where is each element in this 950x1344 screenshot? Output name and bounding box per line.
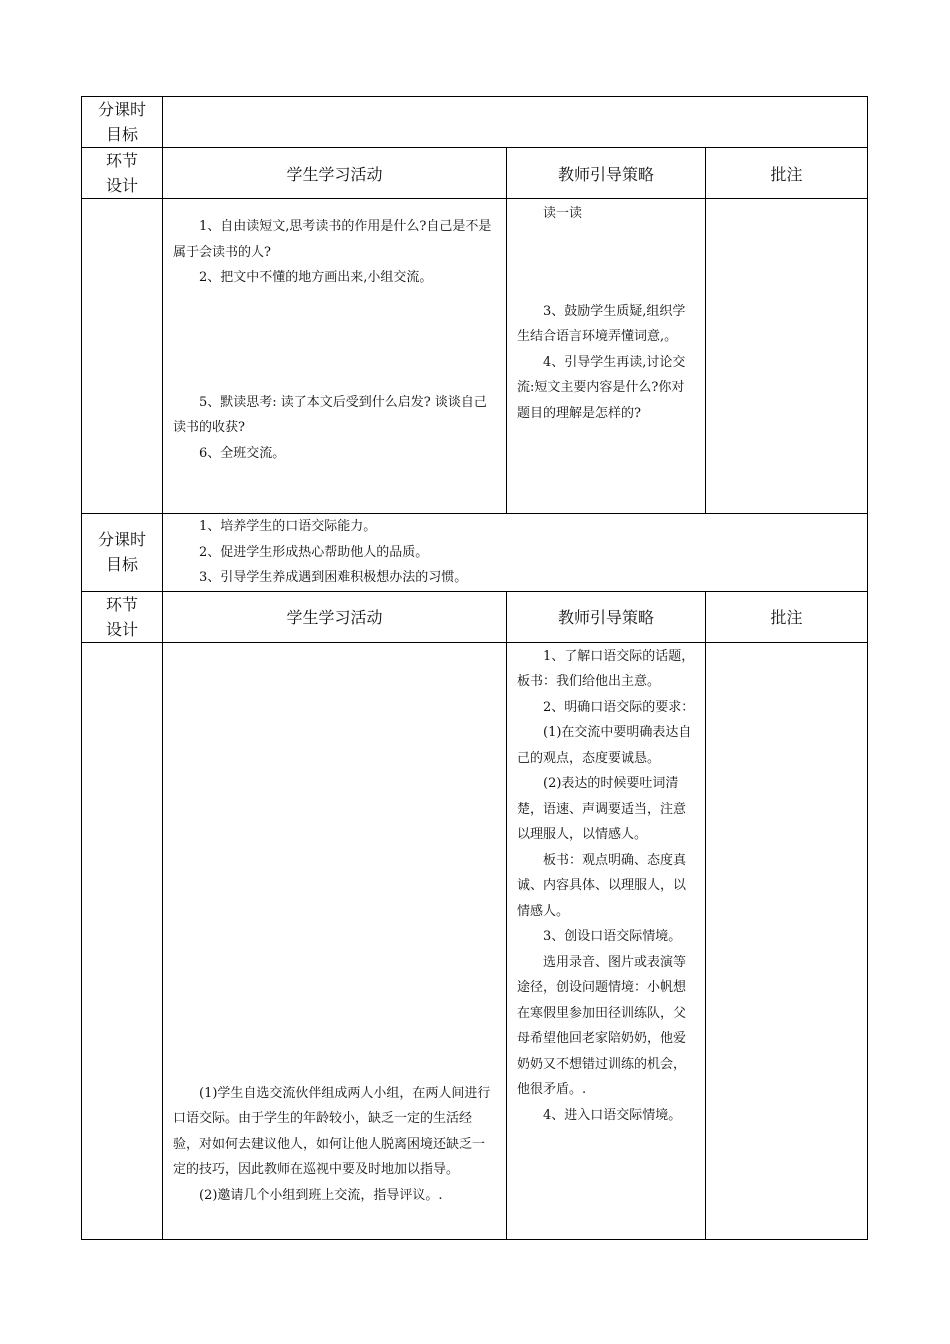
student-item: (1)学生自选交流伙伴组成两人小组，在两人间进行口语交际。由于学生的年龄较小，缺乏一定的生活经验，对如何去建议他人，如何让他人脱离困境还缺乏一定的技巧，因此教师在巡视中要及时地加以指导。 [173, 1085, 491, 1177]
teacher-item: 4、进入口语交际情境。 [543, 1107, 682, 1123]
teacher-item: 板书：观点明确、态度真诚、内容具体、以理服人，以情感人。 [517, 852, 687, 919]
goal-row-1 [82, 97, 868, 148]
notes-cell-1 [706, 199, 868, 514]
teacher-item: 2、明确口语交际的要求： [543, 699, 695, 715]
design-label-2: 环节 设计 [82, 591, 163, 642]
lesson-plan-table [81, 96, 868, 1240]
header-row-2 [82, 591, 868, 642]
teacher-strategies-1 [507, 199, 706, 514]
teacher-item: 选用录音、图片或表演等途径，创设问题情境：小帆想在寒假里参加田径训练队，父母希望他回老家陪奶奶，他爱奶奶又不想错过训练的机会，他很矛盾。. [517, 954, 687, 1097]
teacher-strategies-2 [507, 642, 706, 1239]
student-item: 6、全班交流。 [199, 445, 286, 461]
design-empty-cell-2 [82, 642, 163, 1239]
student-item: (2)邀请几个小组到班上交流，指导评议。. [199, 1187, 443, 1203]
teacher-strategy-header: 教师引导策略 [507, 591, 706, 642]
notes-header: 批注 [706, 591, 868, 642]
goal-label-1: 分课时 目标 [82, 97, 163, 148]
teacher-item: (2)表达的时候要吐词清楚，语速、声调要适当，注意以理服人，以情感人。 [517, 776, 687, 842]
goal-item: 2、促进学生形成热心帮助他人的品质。 [199, 544, 429, 560]
student-item: 2、把文中不懂的地方画出来,小组交流。 [199, 270, 433, 285]
content-row-1 [82, 199, 868, 514]
teacher-item: 1、了解口语交际的话题，板书：我们给他出主意。 [517, 648, 695, 689]
teacher-item: 3、创设口语交际情境。 [543, 929, 682, 944]
student-activities-1 [163, 199, 507, 514]
goal-row-2 [82, 514, 868, 592]
header-row-1 [82, 148, 868, 199]
notes-cell-2 [706, 642, 868, 1239]
student-activities-2 [163, 642, 507, 1239]
design-label-1: 环节 设计 [82, 148, 163, 199]
content-row-2 [82, 642, 868, 1239]
student-activity-header: 学生学习活动 [163, 148, 507, 199]
goal-label-2: 分课时 目标 [82, 514, 163, 592]
teacher-item: 读一读 [543, 206, 583, 221]
student-item: 1、自由读短文,思考读书的作用是什么?自己是不是属于会读书的人? [173, 219, 492, 260]
teacher-item: (1)在交流中要明确表达自己的观点，态度要诚恳。 [517, 725, 692, 766]
design-empty-cell-1 [82, 199, 163, 514]
goal-item: 1、培养学生的口语交际能力。 [199, 519, 377, 534]
goal-item: 3、引导学生养成遇到困难积极想办法的习惯。 [199, 570, 468, 585]
student-item: 5、默读思考: 读了本文后受到什么启发? 谈谈自己读书的收获? [173, 394, 487, 435]
notes-header: 批注 [706, 148, 868, 199]
student-activity-header: 学生学习活动 [163, 591, 507, 642]
teacher-strategy-header: 教师引导策略 [507, 148, 706, 199]
goal-content-2 [163, 514, 868, 592]
teacher-item: 4、引导学生再读,讨论交流:短文主要内容是什么?你对题目的理解是怎样的? [517, 354, 686, 421]
goal-content-1 [163, 97, 868, 148]
teacher-item: 3、鼓励学生质疑,组织学生结合语言环境弄懂词意,。 [517, 303, 686, 344]
